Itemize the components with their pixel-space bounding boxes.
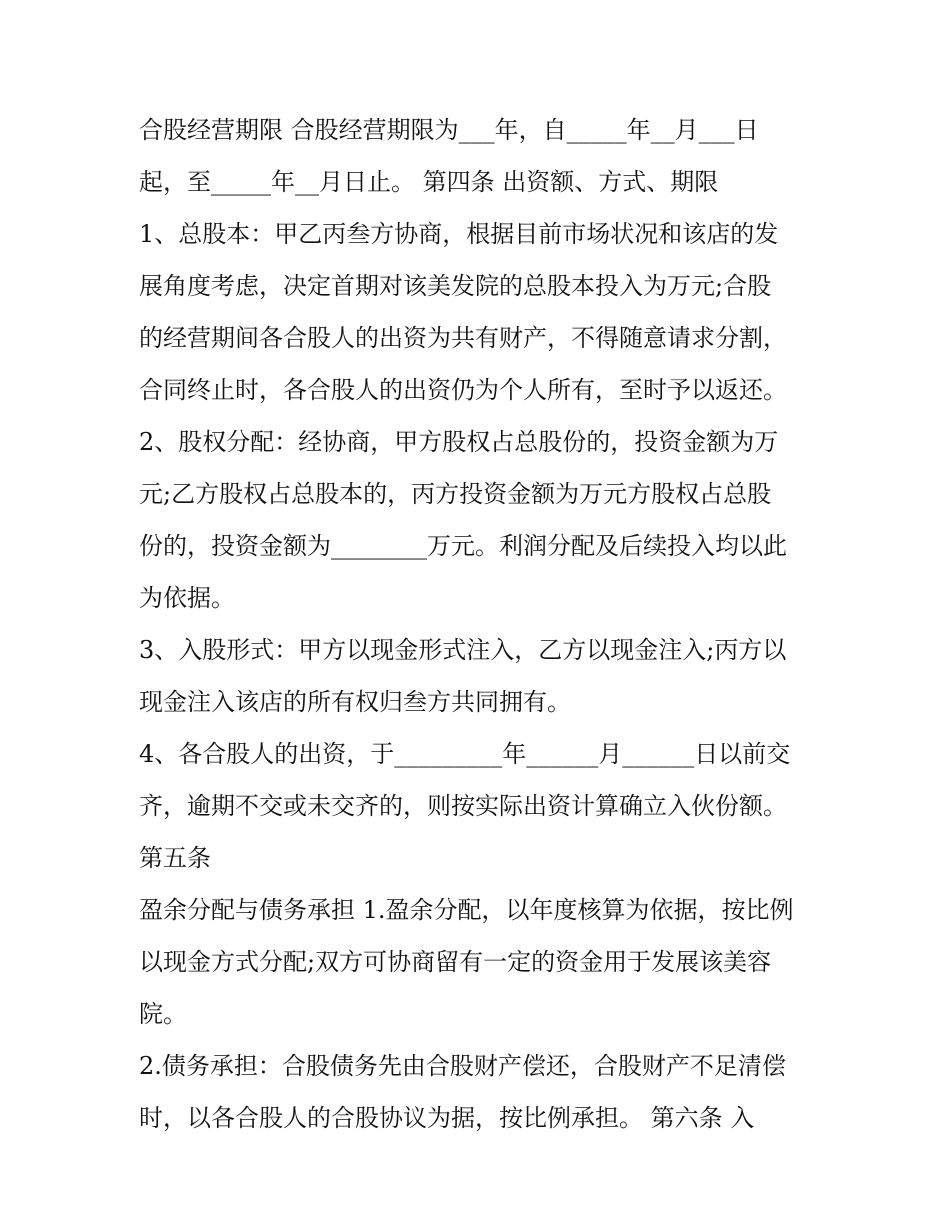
text-line: 现金注入该店的所有权归叁方共同拥有。: [139, 688, 571, 716]
text-line: 齐，逾期不交或未交齐的，则按实际出资计算确立入伙份额。: [139, 792, 787, 820]
text-line: 1、总股本：甲乙丙叁方协商，根据目前市场状况和该店的发: [139, 220, 779, 248]
text-line: 份的，投资金额为________万元。利润分配及后续投入均以此: [139, 532, 787, 560]
text-line: 的经营期间各合股人的出资为共有财产，不得随意请求分割，: [139, 324, 787, 352]
text-line: 为依据。: [139, 584, 235, 612]
text-line: 起，至_____年__月日止。 第四条 出资额、方式、期限: [139, 168, 719, 196]
text-line: 3、入股形式：甲方以现金形式注入，乙方以现金注入;丙方以: [139, 636, 787, 664]
text-line: 2、股权分配：经协商，甲方股权占总股份的，投资金额为万: [139, 428, 779, 456]
document-body: [139, 104, 819, 1144]
text-line: 以现金方式分配;双方可协商留有一定的资金用于发展该美容: [139, 948, 772, 976]
text-line: 4、各合股人的出资，于_________年______月______日以前交: [139, 740, 791, 768]
text-line: 2.债务承担：合股债务先由合股财产偿还，合股财产不足清偿: [139, 1052, 786, 1080]
text-line: 展角度考虑，决定首期对该美发院的总股本投入为万元;合股: [139, 272, 772, 300]
text-line: 合股经营期限 合股经营期限为___年，自_____年__月___日: [139, 116, 759, 144]
section-heading: 第五条: [139, 844, 211, 872]
text-line: 合同终止时，各合股人的出资仍为个人所有，至时予以返还。: [139, 376, 787, 404]
text-line: 盈余分配与债务承担 1.盈余分配，以年度核算为依据，按比例: [139, 896, 794, 924]
text-line: 院。: [139, 1000, 187, 1028]
text-line: 时，以各合股人的合股协议为据，按比例承担。 第六条 入: [139, 1104, 755, 1132]
text-line: 元;乙方股权占总股本的，丙方投资金额为万元方股权占总股: [139, 480, 772, 508]
